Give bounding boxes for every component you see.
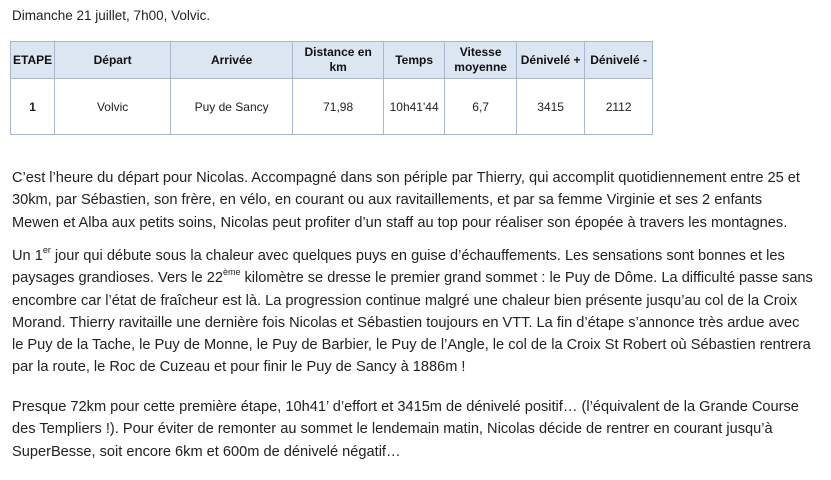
paragraph-line: Morand. Thierry ravitaille une dernière fois Nicolas et Sébastien toujours en VTT. La fin d’étape s’annonce très ardue avec [12, 314, 800, 331]
table-header-row [11, 42, 653, 79]
col-header-temps: Temps [384, 42, 445, 79]
paragraph-line: C’est l’heure du départ pour Nicolas. Accompagné dans son périple par Thierry, qui accomplit quotidiennement entre 25 et [12, 170, 800, 186]
paragraph-line: par la route, le Roc de Cuzeau et pour finir le Puy de Sancy à 1886m ! [12, 359, 466, 376]
col-header-distance: Distance en km [293, 42, 384, 79]
paragraph-line: 30km, par Sébastien, son frère, en vélo, en courant ou aux ravitaillements, et par sa femme Virginie et ses 2 enfants [12, 192, 763, 209]
text-run: Un 1 [12, 248, 43, 264]
col-header-denivele-moins: Dénivelé - [585, 42, 653, 79]
paragraph-3 [12, 396, 830, 463]
cell-distance: 71,98 [293, 79, 384, 135]
col-header-depart: Départ [55, 42, 171, 79]
date-line: Dimanche 21 juillet, 7h00, Volvic. [12, 8, 211, 23]
col-header-denivele-plus: Dénivelé + [517, 42, 585, 79]
text-run: kilomètre se dresse le premier grand sommet : le Puy de Dôme. La difficulté passe sans [240, 270, 813, 287]
paragraph-line: encombre car l’état de fraîcheur est là. La progression continue malgré une chaleur bien présente jusqu’au col de la Croix [12, 292, 798, 309]
table-row [11, 79, 653, 135]
cell-depart: Volvic [55, 79, 171, 135]
paragraph-2 [12, 245, 830, 379]
cell-arrivee: Puy de Sancy [171, 79, 293, 135]
cell-etape: 1 [11, 79, 55, 135]
paragraph-line: SuperBesse, soit encore 6km et 600m de dénivelé négatif… [12, 443, 401, 460]
text-run: jour qui débute sous la chaleur avec quelques puys en guise d’échauffements. Les sensations sont bonnes et les [50, 248, 785, 264]
cell-temps: 10h41'44 [384, 79, 445, 135]
superscript: ème [222, 267, 241, 278]
cell-denivele-moins: 2112 [585, 79, 653, 135]
superscript: er [42, 245, 51, 256]
paragraph-line [12, 267, 830, 289]
text-run: paysages grandioses. Vers le 22 [12, 270, 223, 287]
paragraph-line: des Templiers !). Pour éviter de remonter au sommet le lendemain matin, Nicolas décide de rentrer en courant jusqu’à [12, 421, 773, 438]
paragraph-line: le Puy de la Tache, le Puy de Monne, le Puy de Barbier, le Puy de l’Angle, le col de la Croix St Robert où Sébastien rentrera [12, 337, 811, 354]
cell-vitesse: 6,7 [445, 79, 517, 135]
col-header-arrivee: Arrivée [171, 42, 293, 79]
paragraph-line [12, 245, 830, 267]
col-header-vitesse: Vitesse moyenne [445, 42, 517, 79]
paragraph-line: Mewen et Alba aux petits soins, Nicolas peut profiter d’un staff au top pour réaliser son épopée à travers les montagnes. [12, 214, 788, 231]
paragraph-line: Presque 72km pour cette première étape, 10h41’ d’effort et 3415m de dénivelé positif… (l’équivalent de la Grande Course [12, 399, 799, 415]
stage-table [10, 41, 653, 135]
paragraph-1 [12, 167, 830, 234]
cell-denivele-plus: 3415 [517, 79, 585, 135]
col-header-etape: ETAPE [11, 42, 55, 79]
